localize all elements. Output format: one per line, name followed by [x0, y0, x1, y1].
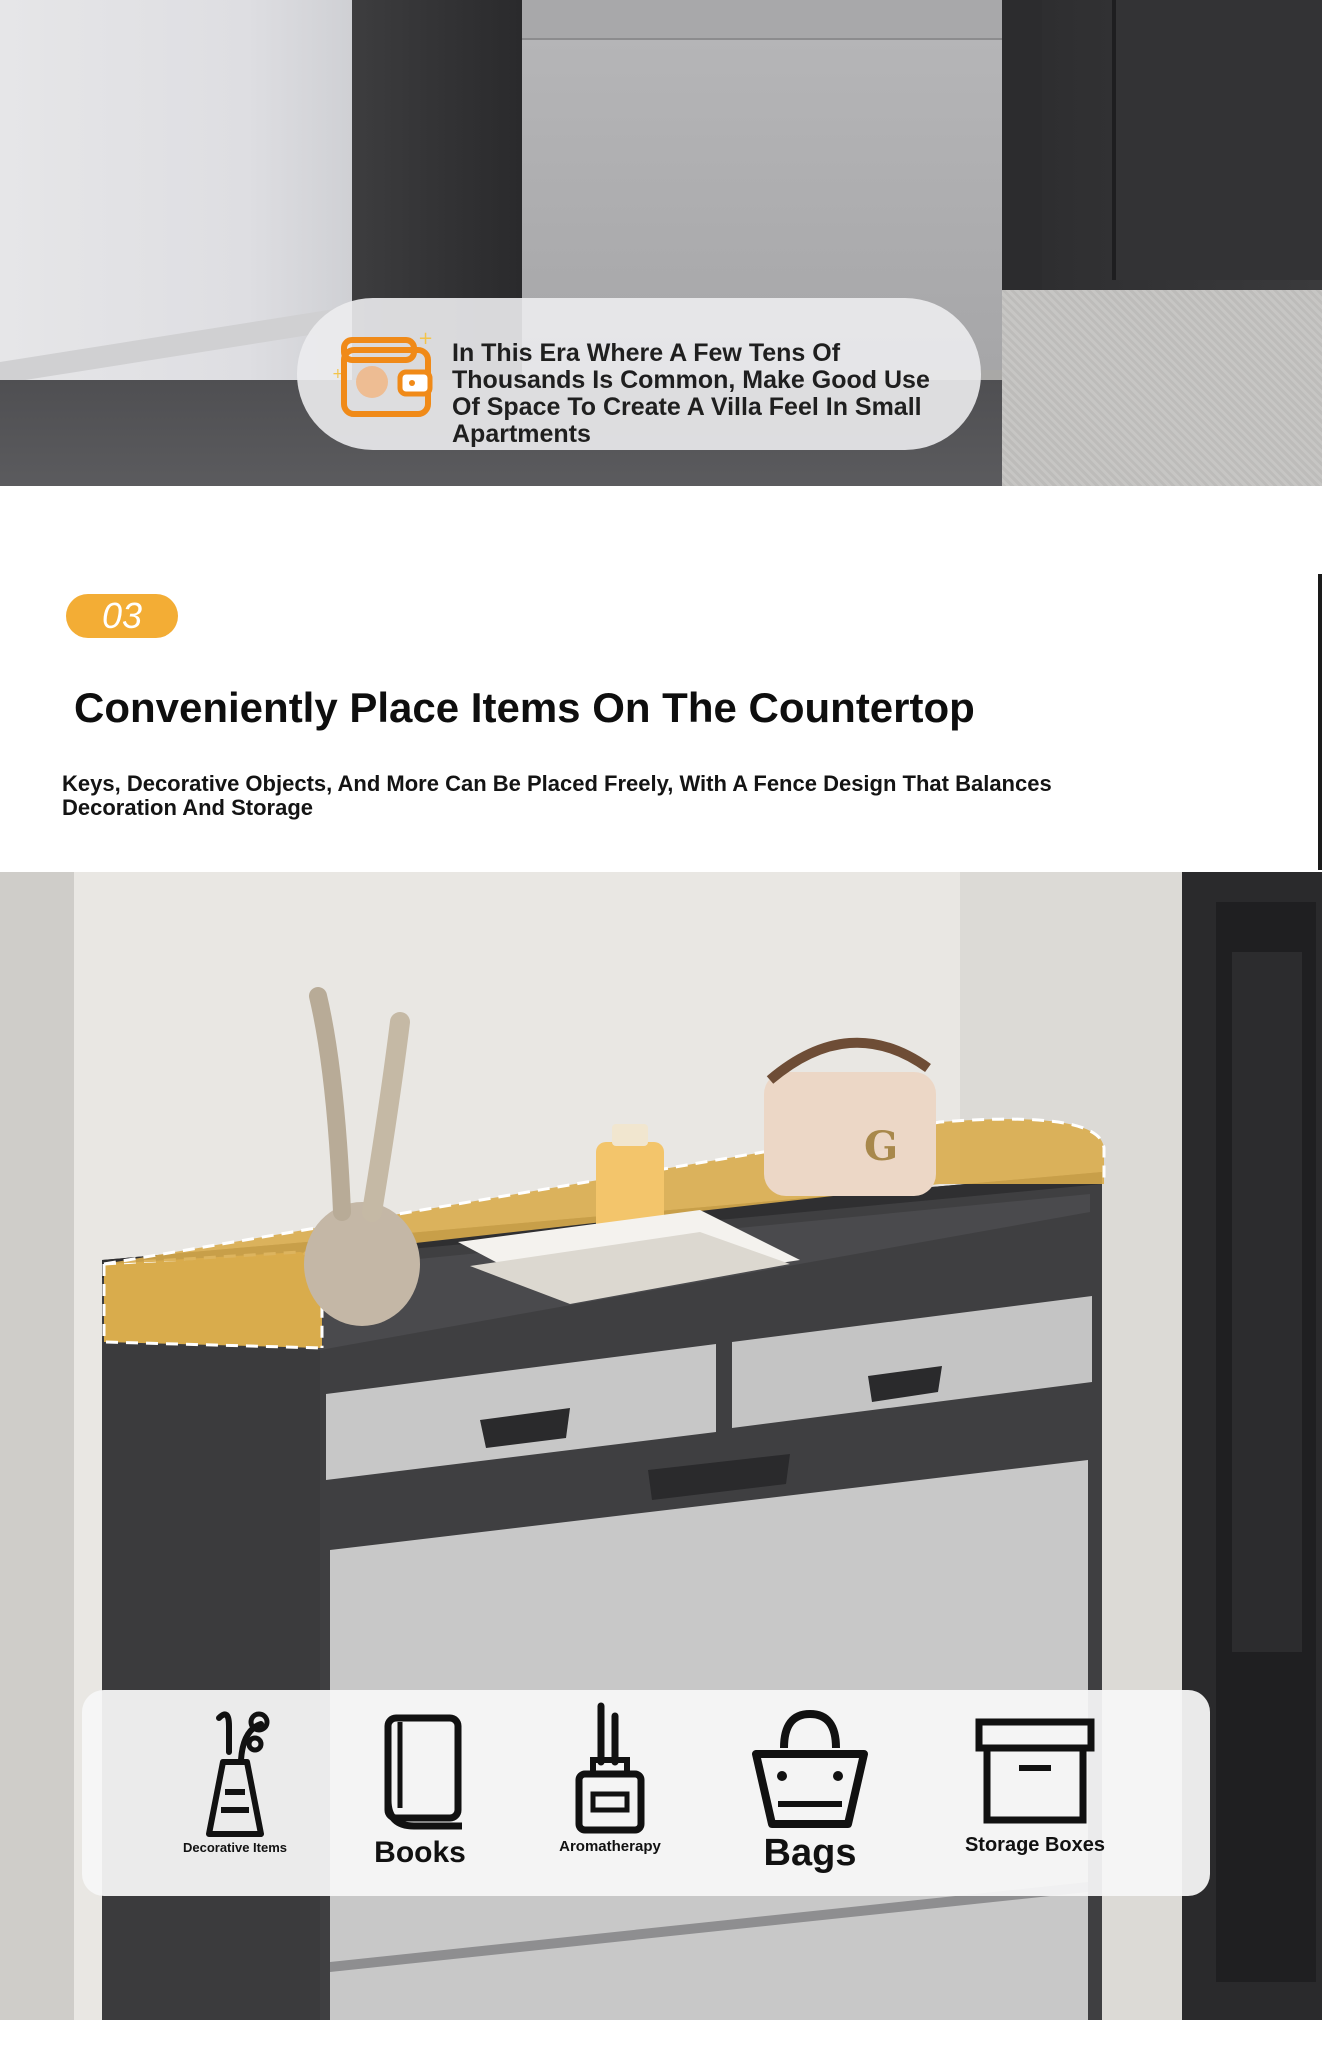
- category-label: Bags: [763, 1832, 857, 1874]
- section-title: Conveniently Place Items On The Countertop: [74, 684, 975, 731]
- promo-text: In This Era Where A Few Tens Of Thousands Is Common, Make Good Use Of Space To Create A Villa Feel In Small Apartments: [452, 339, 930, 448]
- category-aromatherapy: [540, 1700, 680, 1855]
- category-books: [350, 1712, 490, 1870]
- category-label: Books: [374, 1836, 466, 1869]
- category-decorative-items: [170, 1700, 300, 1855]
- cabinet-drawer: [522, 0, 1002, 40]
- cabinet-frame: [1002, 0, 1042, 330]
- bag-icon: [748, 1708, 872, 1832]
- svg-text:+: +: [332, 366, 344, 382]
- step-badge: 03: [66, 594, 178, 638]
- vase-icon: [195, 1700, 275, 1840]
- diffuser-icon: [565, 1700, 655, 1836]
- category-storage-boxes: [945, 1716, 1125, 1857]
- category-label: Decorative Items: [182, 1840, 288, 1855]
- rug: [1002, 290, 1322, 486]
- category-label: Aromatherapy: [559, 1838, 661, 1855]
- divider: [1318, 574, 1322, 870]
- svg-text:+: +: [418, 328, 434, 349]
- door-panel: [1112, 0, 1322, 280]
- storage-box-icon: [973, 1716, 1097, 1826]
- wallet-icon: [330, 322, 440, 426]
- book-icon: [370, 1712, 470, 1832]
- page-footer-strip: [0, 2020, 1322, 2048]
- category-bags: [740, 1708, 880, 1875]
- category-label: Storage Boxes: [964, 1834, 1106, 1856]
- section-description: Keys, Decorative Objects, And More Can Be Placed Freely, With A Fence Design That Balances Decoration And Storage: [62, 771, 1052, 820]
- svg-text:G: G: [864, 1123, 899, 1170]
